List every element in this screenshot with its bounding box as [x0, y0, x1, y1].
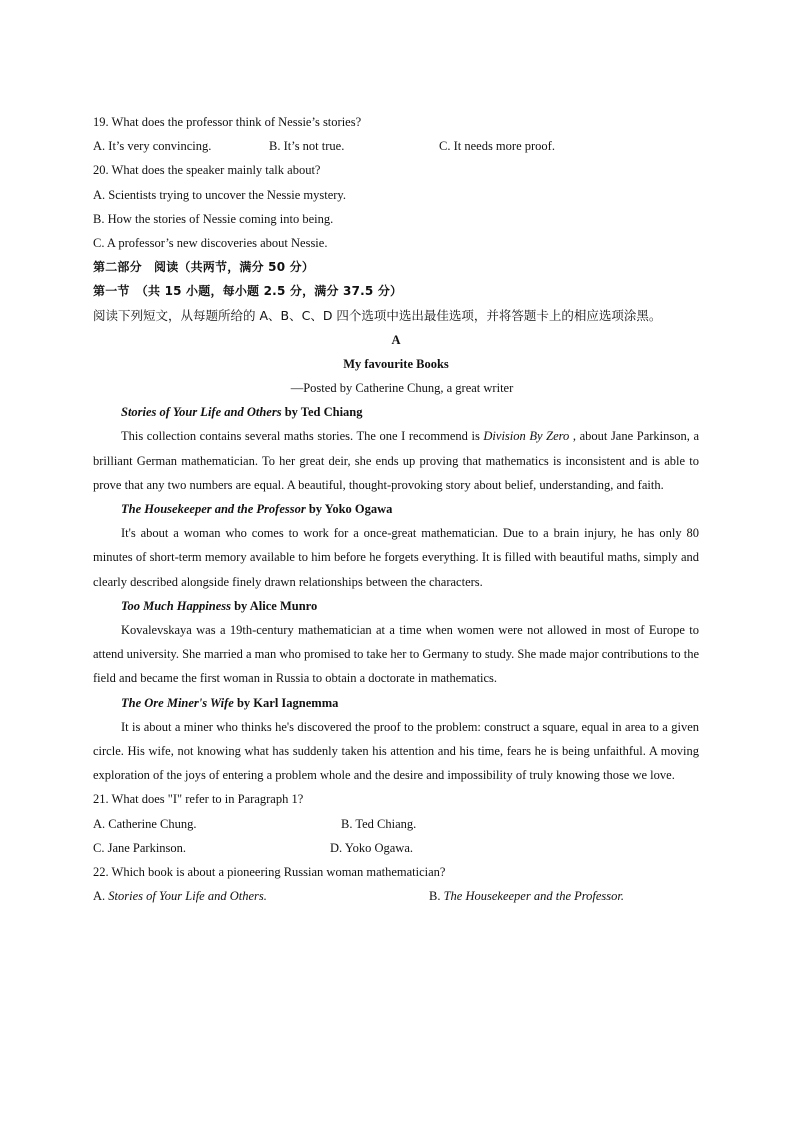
option-22-b-wrap: [429, 884, 624, 908]
book-1-text-before: This collection contains several maths stories. The one I recommend is: [121, 429, 484, 444]
option-19-a: A. It’s very convincing.: [93, 139, 212, 154]
option-20-c: C. A professor’s new discoveries about Nessie.: [93, 236, 328, 251]
question-19: 19. What does the professor think of Nessie’s stories?: [93, 115, 362, 129]
option-20-a: A. Scientists trying to uncover the Nessie mystery.: [93, 187, 346, 202]
option-19-c: C. It needs more proof.: [439, 139, 555, 154]
book-4-title: The Ore Miner's Wife: [121, 695, 234, 710]
question-19-options: [93, 134, 699, 158]
option-21-a: A. Catherine Chung.: [93, 816, 197, 831]
book-1-author: by Ted Chiang: [281, 405, 363, 420]
book-3-heading: [93, 594, 699, 618]
option-19-b: B. It’s not true.: [269, 139, 345, 154]
book-1-title: Stories of Your Life and Others: [121, 405, 282, 420]
question-21-options-cd: [93, 836, 699, 860]
book-1-text: [93, 424, 699, 497]
section-1-heading: 第一节 （共 15 小题，每小题 2.5 分，满分 37.5 分）: [93, 284, 403, 299]
option-21-c: C. Jane Parkinson.: [93, 840, 187, 855]
book-2-title: The Housekeeper and the Professor: [121, 502, 306, 517]
question-21: 21. What does "I" refer to in Paragraph 1?: [93, 792, 304, 807]
question-21-options-ab: [93, 812, 699, 836]
exam-page: [93, 110, 699, 909]
book-1-heading: [93, 400, 699, 424]
book-4-heading: [93, 691, 699, 715]
book-2-text: It's about a woman who comes to work for a once-great mathematician. Due to a brain injury, he has only 80 minutes of short-term memory available to him before he forgets everything. It is filled with beautiful maths, simply and clearly described alongside finely drawn relationships between the characters.: [93, 526, 699, 589]
passage-letter: A: [391, 332, 401, 347]
passage-byline: —Posted by Catherine Chung, a great writer: [290, 381, 514, 396]
book-1-text-italic: Division By Zero: [483, 429, 570, 444]
book-4-author: by Karl Iagnemma: [233, 695, 339, 710]
option-21-b: B. Ted Chiang.: [341, 816, 417, 831]
option-22-b: The Housekeeper and the Professor.: [443, 889, 625, 904]
option-22-a: Stories of Your Life and Others.: [108, 889, 267, 904]
passage-title: My favourite Books: [343, 356, 449, 371]
book-3-text: Kovalevskaya was a 19th-century mathematician at a time when women were not allowed in most of Europe to attend university. She married a man who promised to take her to Germany to study. She made major contributions to the field and became the first woman in Russia to obtain a doctorate in mathematics.: [93, 623, 699, 686]
book-3-author: by Alice Munro: [230, 598, 318, 613]
question-22: 22. Which book is about a pioneering Russian woman mathematician?: [93, 865, 446, 880]
question-22-options: [93, 884, 699, 908]
option-20-b: B. How the stories of Nessie coming into being.: [93, 211, 334, 226]
option-21-d: D. Yoko Ogawa.: [330, 840, 413, 855]
book-2-heading: [93, 497, 699, 521]
book-2-author: by Yoko Ogawa: [305, 502, 393, 517]
option-22-b-prefix: B.: [429, 889, 444, 904]
book-1-text-after: , about Jane Parkinson, a brilliant German mathematician. To her great deir, she ends up proving that mathematics is inconsistent and is able to prove that any two numbers are equal. A beautiful, thought-provoking story about belief, understanding, and faith.: [93, 429, 699, 492]
reading-instructions: 阅读下列短文，从每题所给的 A、B、C、D 四个选项中选出最佳选项，并将答题卡上的相应选项涂黑。: [93, 307, 662, 323]
question-20: 20. What does the speaker mainly talk about?: [93, 163, 321, 178]
book-3-title: Too Much Happiness: [121, 598, 231, 613]
book-4-text: It is about a miner who thinks he's discovered the proof to the problem: construct a square, equal in area to a given circle. His wife, not knowing what has suddenly taken his attention and his time, fears he is being unfaithful. A moving exploration of the joys of entering a problem whole and the desire and impossibility of truly knowing those we love.: [93, 719, 699, 783]
option-22-a-prefix: A.: [93, 889, 109, 904]
part-2-heading: 第二部分 阅读（共两节，满分 50 分）: [93, 260, 315, 275]
